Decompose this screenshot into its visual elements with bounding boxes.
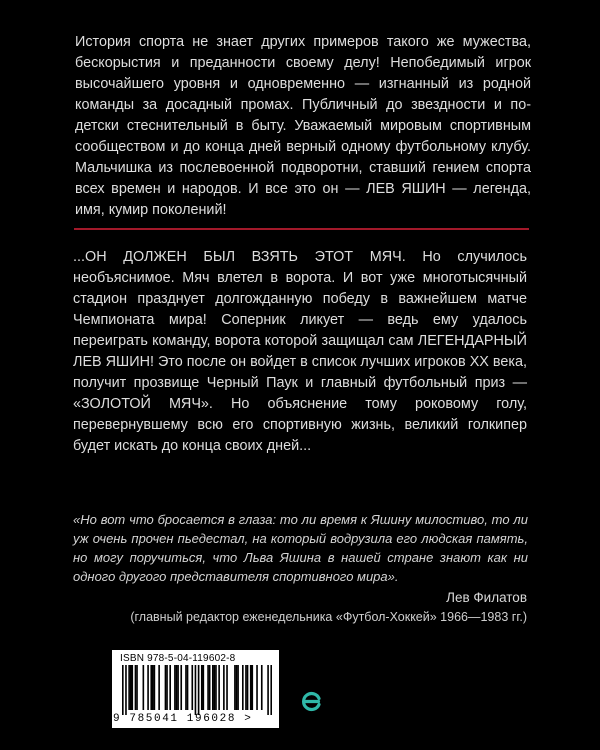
barcode-bar [180, 665, 182, 710]
barcode-bar [203, 665, 205, 710]
barcode-bar [185, 665, 187, 710]
barcode-bar [237, 665, 239, 710]
barcode-bar [242, 665, 244, 710]
barcode-bar [226, 665, 228, 710]
barcode-bar [177, 665, 179, 710]
barcode-bar [130, 665, 132, 710]
barcode-bar [245, 665, 247, 710]
barcode-bar [215, 665, 217, 710]
isbn-text: ISBN 978-5-04-119602-8 [120, 653, 236, 664]
barcode-bars [122, 665, 272, 715]
annotation-paragraph-1: История спорта не знает других примеров такого же мужества, бескорыстия и преданности своему делу! Непобедимый игрок высочайшего уровня и одновременно — изгнанный из родной команды за досадный промах. Публичный до звездности и по-детски стеснительный в быту. Уважаемый мировым спортивным сообществом и до конца дней верный одному футбольному клубу. Мальчишка из послевоенной подворотни, ставший гением спорта всех времен и народов. И все это он — ЛЕВ ЯШИН — легенда, имя, кумир поколений! [75, 34, 531, 218]
barcode-bar [267, 665, 269, 715]
barcode-bar [150, 665, 152, 710]
quote-author: Лев Филатов [446, 590, 527, 605]
barcode-bar [250, 665, 252, 710]
barcode-bar [154, 665, 156, 710]
barcode-bar [218, 665, 220, 710]
barcode-bar [212, 665, 214, 710]
barcode-bar [234, 665, 236, 710]
barcode-bar [256, 665, 258, 710]
barcode-bar [147, 665, 149, 710]
barcode-bar [165, 665, 167, 710]
barcode-bar [131, 665, 133, 710]
barcode-bar [169, 665, 171, 710]
barcode-bar [158, 665, 160, 710]
barcode-bar [122, 665, 124, 715]
barcode-bar [143, 665, 145, 710]
barcode-bar [191, 665, 193, 710]
publisher-logo-icon [300, 689, 324, 713]
red-divider-line [74, 228, 529, 230]
quote-text: «Но вот что бросается в глаза: то ли время к Яшину милостиво, то ли уж очень прочен пьедестал, на который водрузила его людская память, но могу поручиться, что Льва Яшина в нашей стране знают как ни одного другого представителя спортивного мира». [73, 512, 528, 584]
barcode-bar [214, 665, 216, 710]
barcode-bar [201, 665, 203, 710]
barcode-bar [270, 665, 272, 715]
isbn-barcode [112, 650, 279, 728]
barcode-bar [125, 665, 127, 715]
barcode-bar [223, 665, 225, 710]
barcode-bar [187, 665, 189, 710]
barcode-bar [166, 665, 168, 710]
barcode-bar [195, 665, 197, 715]
barcode-bar [136, 665, 138, 710]
barcode-bar [174, 665, 176, 710]
barcode-bar [176, 665, 178, 710]
barcode-bar [251, 665, 253, 710]
barcode-digits: 9 785041 196028 > [113, 713, 253, 725]
barcode-bar [247, 665, 249, 710]
barcode-bar [135, 665, 137, 710]
barcode-bar [198, 665, 200, 715]
barcode-bar [128, 665, 130, 710]
annotation-paragraph-2: ...ОН ДОЛЖЕН БЫЛ ВЗЯТЬ ЭТОТ МЯЧ. Но случилось необъяснимое. Мяч влетел в ворота. И вот уже многотысячный стадион празднует долгожданную победу в важнейшем матче Чемпионата мира! Соперник ликует — ведь ему удалось переиграть команду, ворота которой защищал сам ЛЕГЕНДАРНЫЙ ЛЕВ ЯШИН! Это после он войдет в список лучших игроков XX века, получит прозвище Черный Паук и главный футбольный приз — «ЗОЛОТОЙ МЯЧ». Но объяснение тому роковому голу, перевернувшему всю его спортивную жизнь, великий голкипер будет искать до конца своих дней... [73, 249, 527, 454]
barcode-bar [209, 665, 211, 710]
barcode-bar [207, 665, 209, 710]
barcode-bar [236, 665, 238, 710]
barcode-bar [152, 665, 154, 710]
quote-author-note: (главный редактор еженедельника «Футбол-Хоккей» 1966—1983 гг.) [130, 610, 527, 624]
barcode-bar [261, 665, 263, 710]
